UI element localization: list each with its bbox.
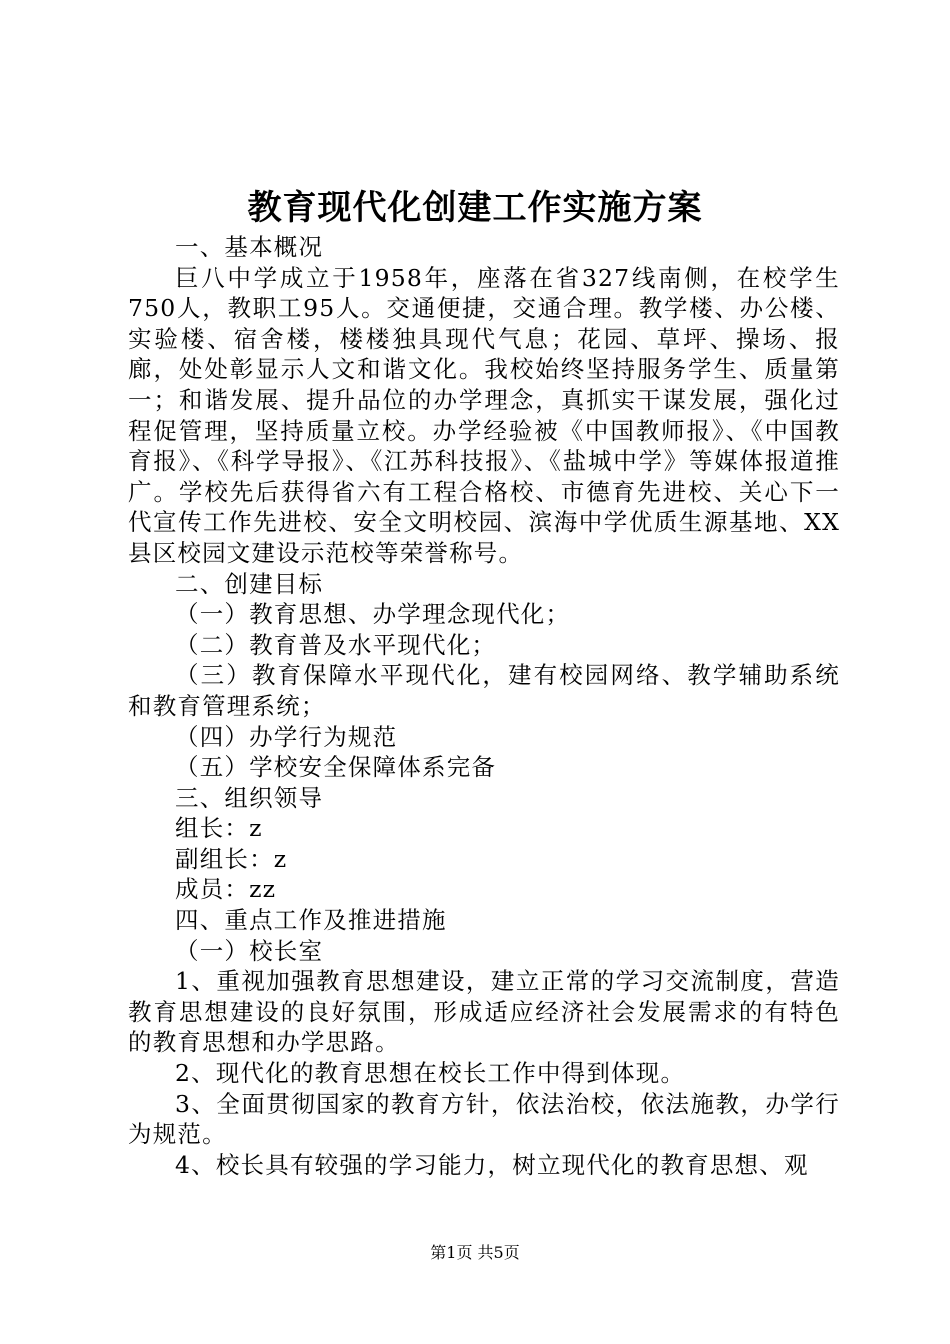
list-item: （二）教育普及水平现代化； — [175, 630, 497, 659]
body-line: 组长：z — [175, 814, 263, 843]
body-paragraph: 巨八中学成立于1958年，座落在省327线南侧，在校学生750人，教职工95人。交通便捷，交通合理。教学楼、办公楼、实验楼、宿舍楼，楼楼独具现代气息；花园、草坪、操场、报廊，处处彰显示人文和谐文化。我校始终坚持服务学生、质量第一；和谐发展、提升品位的办学理念，真抓实干谋发展，强化过程促管理，坚持质量立校。办学经验被《中国教师报》、《中国教育报》、《科学导报》、《江苏科技报》、《盐城中学》等媒体报道推广。学校先后获得省六有工程合格校、市德育先进校、关心下一代宣传工作先进校、安全文明校园、滨海中学优质生源基地、XX县区校园文建设示范校等荣誉称号。 — [128, 263, 840, 567]
section-heading: 四、重点工作及推进措施 — [175, 906, 447, 935]
document-body — [128, 232, 840, 1180]
document-title: 教育现代化创建工作实施方案 — [247, 188, 703, 228]
list-item: （四）办学行为规范 — [175, 722, 398, 751]
body-paragraph: 1、重视加强教育思想建设，建立正常的学习交流制度，营造教育思想建设的良好氛围，形成适应经济社会发展需求的有特色的教育思想和办学思路。 — [128, 967, 840, 1057]
list-item: （五）学校安全保障体系完备 — [175, 753, 497, 782]
section-heading: 三、组织领导 — [175, 783, 324, 812]
section-heading: 一、基本概况 — [175, 233, 324, 261]
body-paragraph: 3、全面贯彻国家的教育方针，依法治校，依法施教，办学行为规范。 — [128, 1089, 840, 1149]
list-item: （三）教育保障水平现代化，建有校园网络、教学辅助系统和教育管理系统； — [128, 661, 840, 720]
page-number: 第1页 共5页 — [430, 1243, 520, 1262]
list-item: （一）教育思想、办学理念现代化； — [175, 600, 571, 629]
body-line: 副组长：z — [175, 844, 288, 873]
body-paragraph: 2、现代化的教育思想在校长工作中得到体现。 — [175, 1059, 686, 1088]
body-paragraph: 4、校长具有较强的学习能力，树立现代化的教育思想、观 — [175, 1150, 809, 1179]
body-line: 成员：zz — [175, 875, 277, 904]
section-heading: 二、创建目标 — [175, 569, 324, 598]
subsection-heading: （一）校长室 — [175, 936, 324, 965]
